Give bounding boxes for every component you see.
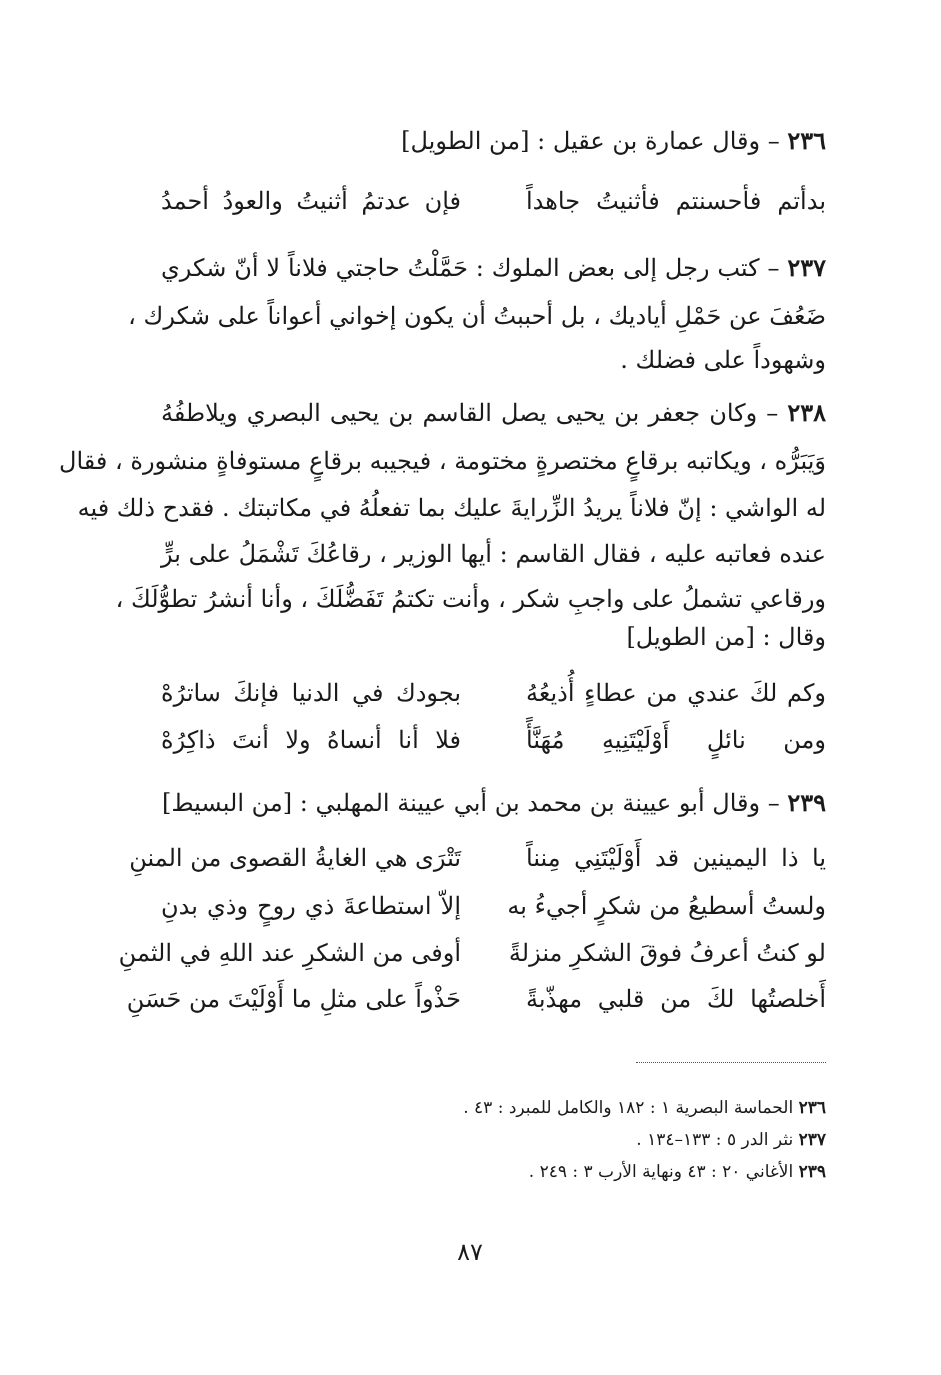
entry-238-line — [161, 389, 826, 437]
entry-238-line: وَيَبَرُّه ، ويكاتبه برقاعٍ مختصرةٍ مختومة ، فيجيبه برقاعٍ مستوفاةٍ منشورة ، فقال — [59, 447, 826, 475]
entry-238-line: له الواشي : إنّ فلاناً يريدُ الزِّرايةَ عليك بما تفعلُهُ في مكاتبتك . فقدح ذلك فيه — [77, 494, 826, 522]
entry-239-intro — [161, 779, 826, 827]
entry-text: – وقال عمارة بن عقيل : [من الطويل] — [401, 127, 788, 155]
verse-first-hemistich: يا ذا اليمينين قد أَوْلَيْتَنِي مِنناً — [526, 844, 826, 872]
entry-number: ٢٣٨ — [787, 398, 826, 427]
footnote-text: نثر الدر ٥ : ١٣٣–١٣٤ . — [636, 1130, 799, 1150]
footnote-text: الأغاني ٢٠ : ٤٣ ونهاية الأرب ٣ : ٢٤٩ . — [528, 1162, 799, 1182]
verse-second-hemistich: أوفى من الشكرِ عند اللهِ في الثمنِ — [118, 939, 461, 967]
verse-line — [161, 177, 826, 225]
entry-237-line — [161, 244, 826, 292]
verse-line — [161, 669, 826, 717]
entry-number: ٢٣٦ — [787, 126, 826, 155]
entry-text: – وقال أبو عيينة بن محمد بن أبي عيينة المهلبي : [من البسيط] — [161, 789, 788, 817]
verse-first-hemistich: وكم لكَ عندي من عطاءٍ أُذيعُهُ — [526, 679, 826, 707]
footnote — [161, 1092, 826, 1124]
verse-line — [126, 975, 826, 1023]
entry-text: – وكان جعفر بن يحيى يصل القاسم بن يحيى البصري ويلاطفُهُ — [161, 399, 788, 427]
footnote-text: الحماسة البصرية ١ : ١٨٢ والكامل للمبرد : ٤٣ . — [463, 1098, 799, 1118]
footnote — [161, 1156, 826, 1188]
verse-second-hemistich: حَذْواً على مثلِ ما أَوْلَيْتَ من حَسَنِ — [126, 985, 461, 1013]
entry-237-line: وشهوداً على فضلك . — [620, 346, 826, 374]
footnote-divider — [636, 1062, 826, 1063]
verse-first-hemistich: ولستُ أسطيعُ من شكرٍ أجيءُ به — [507, 892, 826, 920]
entry-238-line: وقال : [من الطويل] — [626, 623, 826, 651]
entry-238-line: ورقاعي تشملُ على واجبِ شكر ، وأنت تكتمُ تَفَضُّلَكَ ، وأنا أنشرُ تطوُّلَكَ ، — [115, 585, 826, 613]
entry-number: ٢٣٩ — [787, 788, 826, 817]
verse-first-hemistich: بدأتم فأحسنتم فأثنيتُ جاهداً — [526, 187, 826, 215]
verse-second-hemistich: إلاّ استطاعةَ ذي روحٍ وذي بدنِ — [161, 892, 461, 920]
verse-second-hemistich: بجودك في الدنيا فإنكَ ساترُهْ — [161, 679, 461, 707]
verse-second-hemistich: فإن عدتمُ أثنيتُ والعودُ أحمدُ — [161, 187, 461, 215]
verse-second-hemistich: فلا أنا أنساهُ ولا أنتَ ذاكِرُهْ — [161, 726, 461, 754]
footnote — [161, 1124, 826, 1156]
footnote-number: ٢٣٧ — [798, 1130, 826, 1150]
verse-second-hemistich: تَتْرَى هي الغايةُ القصوى من المننِ — [129, 844, 461, 872]
verse-first-hemistich: ومن نائلٍ أَوْلَيْتَنِيهِ مُهَنَّأً — [526, 726, 826, 754]
entry-text: – كتب رجل إلى بعض الملوك : حَمَّلْتُ حاجتي فلاناً لا أنّ شكري — [161, 254, 788, 282]
page-number: ٨٧ — [457, 1238, 483, 1266]
verse-first-hemistich: لو كنتُ أعرفُ فوقَ الشكرِ منزلةً — [508, 939, 826, 967]
entry-236-intro — [161, 117, 826, 165]
footnote-number: ٢٣٩ — [798, 1162, 826, 1182]
verse-line — [118, 929, 826, 977]
verse-first-hemistich: أَخلصتُها لكَ من قلبي مهذّبةً — [526, 985, 826, 1013]
footnote-number: ٢٣٦ — [798, 1098, 826, 1118]
verse-line — [161, 716, 826, 764]
entry-237-line: ضَعُفَ عن حَمْلِ أياديك ، بل أحببتُ أن يكون إخواني أعواناً على شكرك ، — [128, 302, 826, 330]
verse-line — [129, 834, 826, 882]
verse-line — [161, 882, 826, 930]
entry-238-line: عنده فعاتبه عليه ، فقال القاسم : أيها الوزير ، رقاعُكَ تَشْمَلُ على برٍّ — [161, 540, 826, 568]
entry-number: ٢٣٧ — [787, 253, 826, 282]
